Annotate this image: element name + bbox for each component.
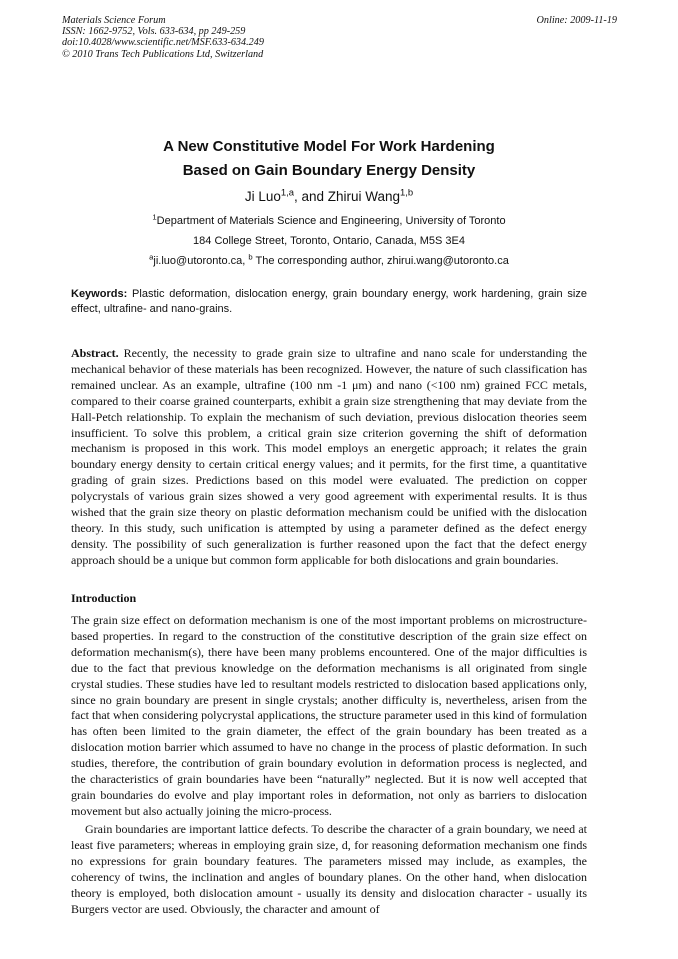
journal-name: Materials Science Forum	[62, 15, 166, 26]
affiliation-address: 184 College Street, Toronto, Ontario, Canada, M5S 3E4	[193, 235, 465, 247]
introduction-paragraph-2: Grain boundaries are important lattice defects. To describe the character of a grain boundary, we need at least five parameters; whereas in employing grain size, d, for reasoning deformation mechanism one finds no expressions for grain boundary features. The parameters missed may include, as examples, the coherency of twins, the inclination and angles of boundary planes. On the other hand, when dislocation theory is employed, both dislocation amount - usually its density and dislocation character - usually its Burgers vector are used. Obviously, the character and amount of	[71, 822, 587, 916]
author-1-superscript: 1,a	[280, 187, 294, 199]
keywords-label: Keywords:	[71, 288, 128, 300]
author-2: , and Zhirui Wang	[293, 189, 401, 204]
abstract-block	[71, 346, 587, 569]
affiliation-superscript: 1	[152, 212, 157, 222]
affiliation-department	[62, 214, 596, 228]
abstract-label: Abstract.	[71, 346, 119, 360]
abstract-text: Recently, the necessity to grade grain size to ultrafine and nano scale for understanding the mechanical behavior of these materials has been recognized. However, the nature of such classification has remained unclear. As an example, ultrafine (100 nm -1 μm) and nano (<100 nm) grained FCC metals, compared to their coarse grained counterparts, exhibit a grain size strengthening that may deviate from the Hall-Petch relationship. To explain the mechanism of such deviation, previous dislocation theories seem insufficient. To solve this problem, a critical grain size criterion governing the shift of deformation mechanism is proposed in this work. This model employs an energetic approach; it relates the grain boundary energy density to certain critical energy values; and it permits, for the first time, a quantitative grading of grain sizes. Predictions based on this model were evaluated. The prediction on copper polycrystals of various grain sizes showed a very good agreement with experimental results. It is thus wished that the grain size theory on plastic deformation mechanism could be unified with the dislocation theory. In this study, such unification is attempted by using a parameter defined as the defect energy density. The possibility of such generalization is further reasoned upon the fact that the defect energy approach should be a unique but common form applicable for both dislocations and grain boundaries.	[71, 346, 587, 567]
email-a-superscript: a	[149, 252, 154, 262]
doi-line: doi:10.4028/www.scientific.net/MSF.633-634.249	[62, 37, 264, 49]
email-a: ji.luo@utoronto.ca,	[153, 255, 249, 267]
author-2-superscript: 1,b	[400, 187, 414, 199]
title-line-1: A New Constitutive Model For Work Hardening	[163, 138, 495, 155]
email-b-superscript: b	[248, 252, 253, 262]
title-line-2: Based on Gain Boundary Energy Density	[182, 162, 476, 179]
paper-title	[62, 135, 596, 183]
publication-header	[62, 15, 617, 60]
online-date: Online: 2009-11-19	[536, 15, 617, 26]
introduction-paragraph-1: The grain size effect on deformation mechanism is one of the most important problems on microstructure-based properties. In regard to the construction of the constitutive description of the grain size effect on deformation mechanism(s), there have been many problems encountered. One of the major difficulties is due to the fact that previous knowledge on the deformation mechanisms is all originated from single crystal studies. These studies have led to resultant models restricted to dislocation based applications only, since no grain boundary are present in single crystals; another difficulty is, nevertheless, arisen from the fact that when considering polycrystal applications, the structure parameter used in this kind of formulation has often been limited to the grain diameter, the effect of the grain boundary has been treated as a dislocation motion barrier which assumed to have no change in the process of plastic deformation. In such studies, therefore, the contribution of grain boundary evolution in deformation process is neglected, and the characteristics of grain boundaries have been “naturally” neglected. But it is now well accepted that grain boundaries do evolve and play important roles in deformation, not only as barriers to dislocation movement but also actually joining the micro-process.	[71, 613, 587, 818]
keywords-block	[71, 287, 587, 317]
author-list	[62, 188, 596, 206]
email-b: The corresponding author, zhirui.wang@utoronto.ca	[252, 255, 509, 267]
keywords-text: Plastic deformation, dislocation energy, grain boundary energy, work hardening, grain size effect, ultrafine- and nano-grains.	[71, 288, 587, 315]
issn-line: ISSN: 1662-9752, Vols. 633-634, pp 249-259	[62, 26, 246, 38]
affiliation-emails	[62, 254, 596, 268]
department-text: Department of Materials Science and Engineering, University of Toronto	[156, 215, 506, 227]
introduction-heading: Introduction	[71, 591, 137, 605]
author-1: Ji Luo	[244, 189, 281, 204]
copyright-line: © 2010 Trans Tech Publications Ltd, Switzerland	[62, 48, 264, 60]
